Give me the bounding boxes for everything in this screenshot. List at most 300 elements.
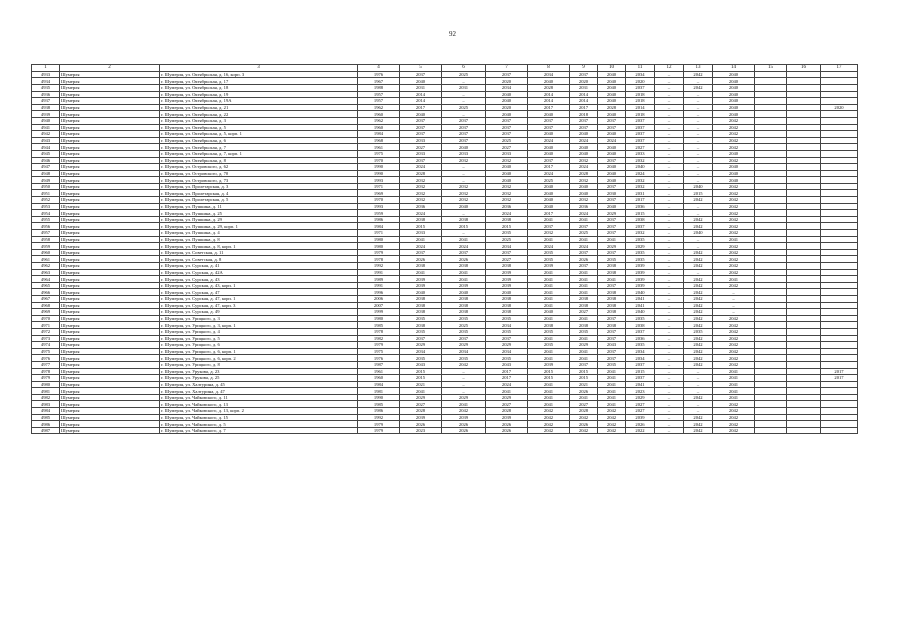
table-cell: 2028 [570, 408, 598, 415]
table-cell: – [655, 302, 684, 309]
table-cell: Шумерля [60, 216, 160, 223]
table-cell [755, 230, 787, 237]
table-cell: 1975 [358, 150, 400, 157]
table-cell: 2024 [626, 170, 655, 177]
table-row [32, 282, 858, 289]
table-cell [787, 315, 821, 322]
table-cell: 2035 [598, 361, 626, 368]
table-cell: 2024 [598, 137, 626, 144]
table-cell: Шумерля [60, 117, 160, 124]
table-cell: г. Шумерля, ул. Октябрьская, д. 19 [160, 91, 358, 98]
table-cell: 2034 [442, 348, 486, 355]
table-cell: 2039 [626, 263, 655, 270]
column-number-cell: 5 [400, 65, 442, 72]
table-cell: 2037 [598, 183, 626, 190]
table-cell [787, 328, 821, 335]
table-cell: 2040 [570, 131, 598, 138]
table-cell: 2040 [528, 203, 570, 210]
table-cell: – [655, 150, 684, 157]
table-cell [787, 394, 821, 401]
table-cell: – [442, 210, 486, 217]
table-cell: г. Шумерля, ул. Чайковского, д. 5 [160, 421, 358, 428]
table-cell: – [684, 150, 713, 157]
table-cell: 2024 [528, 170, 570, 177]
table-cell: 1993 [358, 203, 400, 210]
table-cell: 2015 [400, 223, 442, 230]
table-cell: 2014 [626, 104, 655, 111]
table-cell: 1990 [358, 394, 400, 401]
table-cell [787, 170, 821, 177]
table-cell: 2026 [400, 421, 442, 428]
table-cell: г. Шумерля, ул. Урицкого, д. 3 [160, 315, 358, 322]
table-cell: 2033 [400, 230, 442, 237]
table-cell: – [655, 342, 684, 349]
table-cell: – [684, 91, 713, 98]
table-cell: 2041 [713, 394, 755, 401]
table-cell: 2042 [713, 203, 755, 210]
table-cell: г. Шумерля, ул. Пушкина, д. 4 [160, 230, 358, 237]
table-cell: 4938 [32, 104, 60, 111]
table-cell: 1962 [358, 117, 400, 124]
table-cell [787, 375, 821, 382]
table-cell: г. Шумерля, ул. Урукова, д. 25 [160, 375, 358, 382]
table-cell: 2040 [713, 170, 755, 177]
table-cell: 2037 [400, 249, 442, 256]
table-cell: 2040 [598, 84, 626, 91]
table-cell: – [684, 375, 713, 382]
table-cell: 4944 [32, 144, 60, 151]
table-cell: Шумерля [60, 104, 160, 111]
table-cell: 2040 [570, 144, 598, 151]
table-row [32, 328, 858, 335]
table-cell: 2040 [528, 309, 570, 316]
table-cell [821, 348, 858, 355]
table-cell: Шумерля [60, 203, 160, 210]
table-cell: 2040 [528, 150, 570, 157]
table-cell: – [684, 117, 713, 124]
table-cell: 2035 [626, 315, 655, 322]
table-row [32, 256, 858, 263]
table-cell: 2042 [684, 302, 713, 309]
table-cell: 2037 [598, 216, 626, 223]
table-cell: 2042 [684, 289, 713, 296]
table-cell: 2030 [598, 190, 626, 197]
table-cell: 2035 [486, 355, 528, 362]
table-cell: г. Шумерля, ул. Октябрьская, д. 19А [160, 98, 358, 105]
table-cell: 2033 [486, 150, 528, 157]
table-cell [787, 401, 821, 408]
table-cell: г. Шумерля, ул. Урицкого, д. 8 [160, 361, 358, 368]
table-cell: 4956 [32, 223, 60, 230]
table-cell: 2041 [400, 236, 442, 243]
table-row [32, 117, 858, 124]
table-cell [787, 150, 821, 157]
table-cell: 2042 [598, 421, 626, 428]
table-cell: – [655, 263, 684, 270]
table-cell: 2032 [442, 183, 486, 190]
column-number-cell: 7 [486, 65, 528, 72]
table-cell [787, 84, 821, 91]
table-cell [821, 394, 858, 401]
table-cell: – [655, 295, 684, 302]
table-cell: 2017 [821, 368, 858, 375]
table-cell [755, 124, 787, 131]
table-row [32, 197, 858, 204]
table-cell: 2042 [713, 157, 755, 164]
table-cell: 2042 [713, 427, 755, 434]
table-cell: 2042 [713, 243, 755, 250]
table-cell: 2042 [684, 361, 713, 368]
table-cell [821, 124, 858, 131]
table-cell: 2037 [570, 124, 598, 131]
table-cell: 4946 [32, 157, 60, 164]
table-cell: 2025 [528, 177, 570, 184]
table-row [32, 71, 858, 78]
table-cell: 1971 [358, 230, 400, 237]
table-cell: 2042 [713, 183, 755, 190]
table-cell: 2035 [528, 256, 570, 263]
table-cell: 2038 [570, 295, 598, 302]
table-cell: 2041 [528, 394, 570, 401]
table-cell: 2032 [570, 177, 598, 184]
table-cell [755, 144, 787, 151]
table-cell: 2024 [570, 137, 598, 144]
table-cell: – [684, 203, 713, 210]
table-cell [755, 78, 787, 85]
table-cell: 2040 [713, 98, 755, 105]
table-cell: 2042 [570, 414, 598, 421]
table-cell: 2038 [598, 309, 626, 316]
table-cell: 2038 [486, 309, 528, 316]
table-cell: 2038 [598, 269, 626, 276]
table-cell: 1976 [358, 71, 400, 78]
table-cell [787, 263, 821, 270]
table-row [32, 335, 858, 342]
table-cell: 2037 [442, 124, 486, 131]
table-cell [821, 328, 858, 335]
table-cell: 2042 [713, 335, 755, 342]
table-cell: 2040 [528, 183, 570, 190]
table-cell: 2032 [626, 177, 655, 184]
column-number-cell: 1 [32, 65, 60, 72]
table-cell: 2037 [598, 355, 626, 362]
table-cell: 2035 [626, 342, 655, 349]
table-cell: 2040 [442, 144, 486, 151]
table-cell [821, 388, 858, 395]
table-cell: 1970 [358, 197, 400, 204]
table-cell: 2034 [486, 348, 528, 355]
table-cell: 2032 [570, 197, 598, 204]
table-cell: 2028 [570, 170, 598, 177]
table-cell: 4957 [32, 230, 60, 237]
table-cell: – [655, 71, 684, 78]
table-cell: 2041 [442, 276, 486, 283]
table-cell [821, 164, 858, 171]
table-cell: г. Шумерля, ул. Сурская, д. 47, корп. 3 [160, 302, 358, 309]
table-cell: – [655, 210, 684, 217]
table-cell: 4941 [32, 124, 60, 131]
table-cell: Шумерля [60, 315, 160, 322]
table-cell [755, 216, 787, 223]
table-cell: г. Шумерля, ул. Урицкого, д. 6, корп. 2 [160, 355, 358, 362]
table-cell: 2024 [570, 210, 598, 217]
table-cell: 2028 [598, 104, 626, 111]
table-cell: 2042 [713, 137, 755, 144]
table-cell: – [684, 111, 713, 118]
table-cell: 2032 [442, 190, 486, 197]
table-cell: 2042 [713, 361, 755, 368]
table-cell: 4945 [32, 150, 60, 157]
table-cell: – [655, 111, 684, 118]
table-cell: 2042 [684, 322, 713, 329]
table-cell [755, 414, 787, 421]
column-number-cell: 17 [821, 65, 858, 72]
table-cell: 2037 [528, 223, 570, 230]
table-cell: 2038 [486, 302, 528, 309]
table-cell: 2034 [486, 84, 528, 91]
table-cell: 2039 [626, 276, 655, 283]
table-cell: 2028 [528, 84, 570, 91]
table-cell: Шумерля [60, 408, 160, 415]
table-cell [821, 289, 858, 296]
table-cell [787, 183, 821, 190]
table-cell: 2034 [486, 243, 528, 250]
table-cell: 2037 [400, 124, 442, 131]
table-cell: Шумерля [60, 71, 160, 78]
table-cell: 2041 [570, 289, 598, 296]
table-cell: – [655, 276, 684, 283]
table-cell: 2040 [486, 111, 528, 118]
table-cell: 2042 [684, 295, 713, 302]
table-cell: 2026 [570, 421, 598, 428]
table-cell: 2015 [684, 190, 713, 197]
table-cell [755, 84, 787, 91]
table-cell: 2040 [400, 289, 442, 296]
table-cell: – [684, 236, 713, 243]
table-cell: – [655, 282, 684, 289]
table-cell [755, 164, 787, 171]
table-cell: 2029 [400, 394, 442, 401]
table-cell: г. Шумерля, ул. Пролетарская, д. 5 [160, 197, 358, 204]
table-cell: 1986 [358, 408, 400, 415]
table-cell: 2015 [400, 368, 442, 375]
column-number-cell: 4 [358, 65, 400, 72]
table-cell: 1962 [358, 104, 400, 111]
table-row [32, 230, 858, 237]
table-cell [821, 263, 858, 270]
table-cell: 2035 [684, 328, 713, 335]
table-row [32, 216, 858, 223]
table-cell: 4934 [32, 78, 60, 85]
table-cell: 2032 [528, 230, 570, 237]
table-cell: 2040 [400, 78, 442, 85]
table-cell: 2027 [626, 401, 655, 408]
table-cell: 2041 [400, 269, 442, 276]
table-cell: 2040 [598, 144, 626, 151]
table-cell: 2032 [442, 197, 486, 204]
table-cell [821, 210, 858, 217]
table-cell: – [684, 144, 713, 151]
table-cell [821, 190, 858, 197]
table-row [32, 302, 858, 309]
table-cell [755, 98, 787, 105]
table-cell: 2014 [570, 98, 598, 105]
table-row [32, 157, 858, 164]
table-cell: 2041 [713, 236, 755, 243]
table-cell [821, 71, 858, 78]
table-cell [755, 117, 787, 124]
table-cell: 2039 [626, 414, 655, 421]
table-cell [755, 104, 787, 111]
table-cell [755, 190, 787, 197]
table-cell: 2040 [598, 170, 626, 177]
table-cell: 2037 [598, 157, 626, 164]
table-cell: 1989 [358, 276, 400, 283]
table-cell: 2026 [486, 421, 528, 428]
table-cell: 1979 [358, 427, 400, 434]
table-cell: Шумерля [60, 124, 160, 131]
table-cell: 1990 [358, 164, 400, 171]
table-cell: 2038 [598, 302, 626, 309]
table-cell: 2035 [626, 249, 655, 256]
table-cell: г. Шумерля, ул. Октябрьская, д. 5, корп. 1 [160, 131, 358, 138]
table-cell: 2040 [528, 190, 570, 197]
table-cell: Шумерля [60, 164, 160, 171]
table-cell: 2034 [400, 348, 442, 355]
table-cell: 1984 [358, 131, 400, 138]
table-cell: Шумерля [60, 230, 160, 237]
table-cell [755, 183, 787, 190]
table-cell [787, 137, 821, 144]
table-cell: 2042 [570, 427, 598, 434]
table-cell: Шумерля [60, 322, 160, 329]
table-row [32, 203, 858, 210]
table-cell: 2032 [400, 197, 442, 204]
table-cell [755, 328, 787, 335]
table-cell: – [713, 309, 755, 316]
table-cell: – [655, 322, 684, 329]
table-cell: 2029 [400, 342, 442, 349]
table-cell [787, 421, 821, 428]
table-cell: 2038 [442, 295, 486, 302]
table-cell: 2040 [684, 183, 713, 190]
table-cell: 2017 [486, 375, 528, 382]
table-cell: 2042 [713, 401, 755, 408]
table-cell [821, 183, 858, 190]
table-cell: 2041 [713, 381, 755, 388]
table-cell: 2026 [570, 388, 598, 395]
column-number-cell: 16 [787, 65, 821, 72]
table-cell [787, 361, 821, 368]
column-number-cell: 15 [755, 65, 787, 72]
table-cell: г. Шумерля, ул. Халтурина, д. 47 [160, 388, 358, 395]
table-cell: г. Шумерля, ул. Урицкого, д. 6 [160, 342, 358, 349]
table-cell: 2018 [626, 91, 655, 98]
table-cell: 2027 [570, 401, 598, 408]
column-number-cell: 6 [442, 65, 486, 72]
table-cell: г. Шумерля, ул. Пушкина, д. 8, корп. 1 [160, 243, 358, 250]
table-cell [755, 408, 787, 415]
table-cell: – [684, 157, 713, 164]
table-cell: 4961 [32, 256, 60, 263]
table-cell: – [655, 131, 684, 138]
table-row [32, 144, 858, 151]
table-cell: Шумерля [60, 381, 160, 388]
table-row [32, 375, 858, 382]
table-cell [787, 210, 821, 217]
table-cell: 2037 [486, 131, 528, 138]
table-cell: 2035 [598, 256, 626, 263]
table-cell: Шумерля [60, 131, 160, 138]
table-cell: 2042 [684, 223, 713, 230]
table-cell: 2038 [400, 302, 442, 309]
table-cell: 2037 [598, 223, 626, 230]
table-cell: 4940 [32, 117, 60, 124]
table-cell: 2020 [486, 78, 528, 85]
table-cell: – [684, 124, 713, 131]
table-cell: 2017 [486, 368, 528, 375]
table-cell [787, 335, 821, 342]
table-row [32, 190, 858, 197]
table-cell [787, 157, 821, 164]
table-cell: 2039 [486, 282, 528, 289]
table-cell: – [655, 137, 684, 144]
table-cell [787, 342, 821, 349]
table-cell: 2017 [528, 210, 570, 217]
table-cell: 1991 [358, 282, 400, 289]
table-cell: г. Шумерля, ул. Сурская, д. 42А [160, 269, 358, 276]
table-cell: – [684, 401, 713, 408]
table-cell: Шумерля [60, 421, 160, 428]
table-cell: 2041 [442, 401, 486, 408]
table-cell: 2024 [570, 164, 598, 171]
table-row [32, 342, 858, 349]
table-cell: г. Шумерля, ул. Советская, д. 11 [160, 249, 358, 256]
table-cell: 2038 [400, 216, 442, 223]
table-cell: 2040 [598, 98, 626, 105]
table-cell [755, 223, 787, 230]
table-cell: г. Шумерля, ул. Сурская, д. 41 [160, 263, 358, 270]
table-cell: 2039 [486, 276, 528, 283]
table-cell: 4975 [32, 348, 60, 355]
table-cell [787, 276, 821, 283]
table-cell: 2032 [400, 177, 442, 184]
table-cell: – [442, 388, 486, 395]
table-cell: 2041 [528, 276, 570, 283]
table-cell: 2035 [442, 355, 486, 362]
table-cell: 1969 [358, 190, 400, 197]
table-cell: 4970 [32, 315, 60, 322]
table-cell: Шумерля [60, 78, 160, 85]
table-cell: 2034 [626, 348, 655, 355]
table-cell: 2037 [598, 282, 626, 289]
table-cell: – [442, 368, 486, 375]
table-cell: – [713, 289, 755, 296]
table-cell: 2015 [528, 368, 570, 375]
table-cell: 2042 [684, 309, 713, 316]
table-cell [821, 414, 858, 421]
table-cell: 1988 [358, 84, 400, 91]
table-cell: 2041 [598, 394, 626, 401]
table-cell: – [442, 78, 486, 85]
table-cell: Шумерля [60, 276, 160, 283]
table-cell [755, 315, 787, 322]
table-cell: 2042 [598, 408, 626, 415]
table-row [32, 355, 858, 362]
table-cell: – [442, 98, 486, 105]
table-body [32, 65, 858, 434]
table-cell: – [655, 328, 684, 335]
